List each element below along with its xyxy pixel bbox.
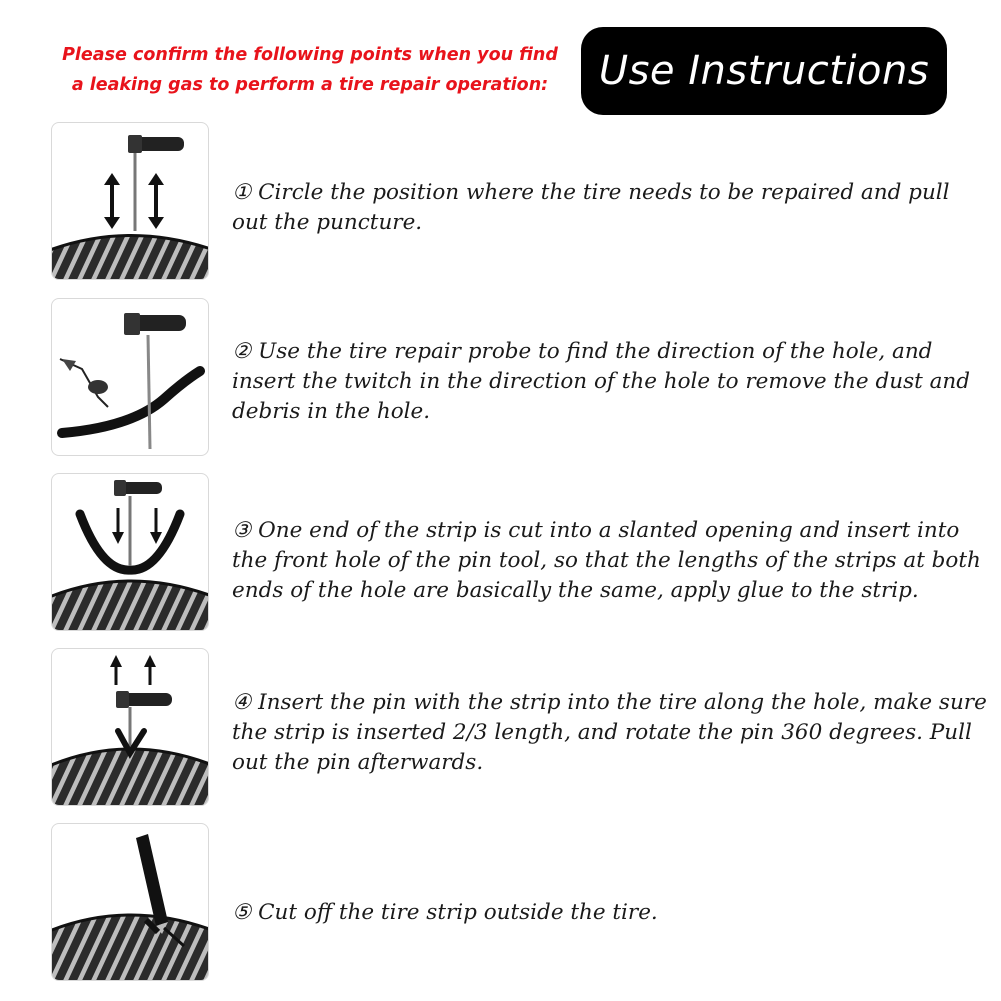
intro-line-2: a leaking gas to perform a tire repair operation:: [71, 75, 549, 95]
tire-pull-tool-icon: [52, 123, 208, 279]
cut-strip-icon: [52, 824, 208, 980]
step-2-text: ② Use the tire repair probe to find the direction of the hole, and insert the twitch in the direction of the hole to remove the dust and debris in the hole.: [232, 339, 971, 424]
step-4-text: ④ Insert the pin with the strip into the tire along the hole, make sure the strip is inserted 2/3 length, and rotate the pin 360 degrees. Pull out the pin afterwards.: [232, 690, 987, 775]
title-badge: [581, 27, 947, 115]
step-5-text: ⑤ Cut off the tire strip outside the tire.: [232, 900, 658, 925]
step-1-illustration: [51, 122, 209, 280]
step-3-text: ③ One end of the strip is cut into a slanted opening and insert into the front hole of the pin tool, so that the lengths of the strips at both ends of the hole are basically the same, apply glue to the strip.: [232, 518, 981, 603]
step-3-illustration: [51, 473, 209, 631]
pin-rotate-icon: [52, 649, 208, 805]
step-4-illustration: [51, 648, 209, 806]
page-title: Use Instructions: [598, 48, 930, 94]
strip-insert-icon: [52, 474, 208, 630]
step-5-illustration: [51, 823, 209, 981]
intro-line-1: Please confirm the following points when you find: [62, 45, 558, 65]
intro-notice: [40, 40, 580, 100]
probe-tire-section-icon: [52, 299, 208, 455]
step-2-illustration: [51, 298, 209, 456]
step-1-text: ① Circle the position where the tire needs to be repaired and pull out the puncture.: [232, 180, 950, 235]
